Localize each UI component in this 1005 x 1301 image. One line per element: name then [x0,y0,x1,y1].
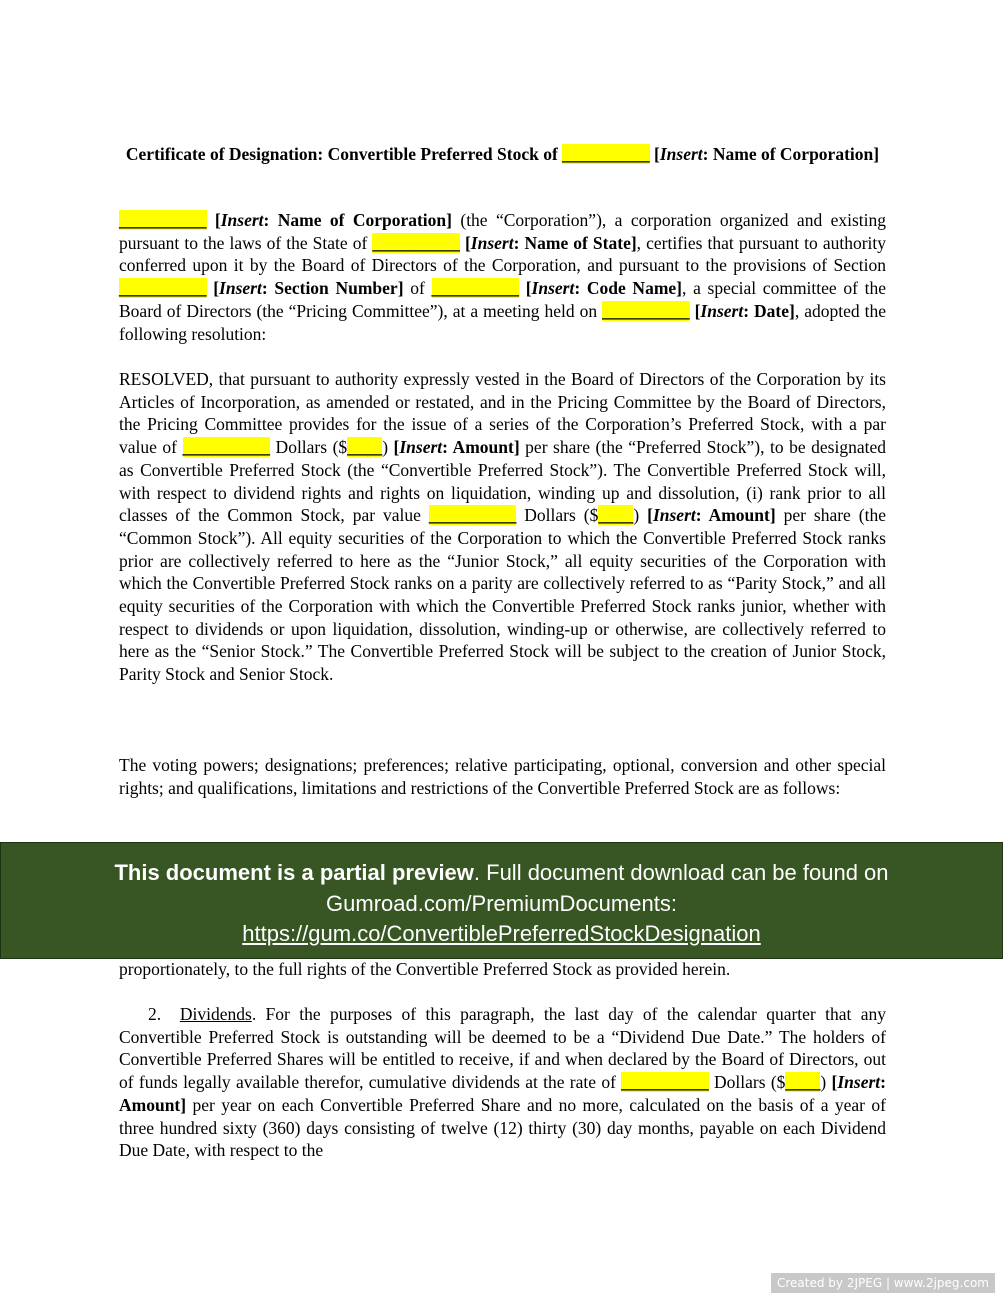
par-amount-blank: ____ [347,437,383,458]
dividend-rate-blank: __________ [621,1072,709,1093]
watermark: Created by 2JPEG | www.2jpeg.com [771,1273,995,1293]
date-blank: __________ [602,300,690,321]
dividends-paragraph: 2. Dividends. For the purposes of this paragraph, the last day of the calendar quarter that any Convertible Preferred Stock is outstanding will be deemed to be a “Dividend Due Date.” The holders of Convertible Preferred Shares will be entitled to receive, if and when declared by the Board of Directors, out of funds legally available therefor, cumulative dividends at the rate of __________ Dollars ($____) [Insert: Amount] per year on each Convertible Preferred Share and no more, calculated on the basis of a year of three hundred sixty (360) days consisting of twelve (12) thirty (30) day months, payable on each Dividend Due Date, with respect to the [119,1004,886,1161]
corporation-name-blank: __________ [562,144,650,164]
preview-banner: This document is a partial preview. Full document download can be found on Gumroad.com/PremiumDocuments: https://gum.co/ConvertiblePreferredStockDesignation [0,842,1003,959]
corporation-name-blank: __________ [119,210,207,230]
section-number-blank: __________ [119,278,207,299]
dividend-amount-blank: ____ [785,1072,821,1093]
common-par-value-blank: __________ [428,505,517,526]
dividends-heading: Dividends [179,1004,252,1024]
common-amount-blank: ____ [598,505,634,526]
voting-powers-paragraph: The voting powers; designations; preferences; relative participating, optional, conversion and other special rights; and qualifications, limitations and restrictions of the Convertible Preferred Stock are as follows: [119,755,886,798]
download-link[interactable]: https://gum.co/ConvertiblePreferredStockDesignation [242,921,761,946]
state-blank: __________ [372,232,460,253]
code-name-blank: __________ [431,278,519,299]
proportionately-paragraph: proportionately, to the full rights of the Convertible Preferred Stock as provided herein. [119,959,731,979]
intro-paragraph: __________ [Insert: Name of Corporation] (the “Corporation”), a corporation organized and existing pursuant to the laws of the State of __________ [Insert: Name of State], certifies that pursuant to authority conferred upon it by the Board of Directors of the Corporation, and pursuant to the provisions of Section __________ [Insert: Section Number] of __________ [Insert: Code Name], a special committee of the Board of Directors (the “Pricing Committee”), at a meeting held on __________ [Insert: Date], adopted the following resolution: [119,210,887,344]
document-title: Certificate of Designation: Convertible Preferred Stock of __________ [Insert: Name of Corporation] [125,144,880,164]
par-value-blank: __________ [182,437,271,458]
resolution-paragraph: RESOLVED, that pursuant to authority expressly vested in the Board of Directors of the Corporation by its Articles of Incorporation, as amended or restated, and in the Pricing Committee by the Board of Directors, the Pricing Committee provides for the issue of a series of the Corporation’s Preferred Stock, with a par value of __________ Dollars ($____) [Insert: Amount] per share (the “Preferred Stock”), to be designated as Convertible Preferred Stock (the “Convertible Preferred Stock”). The Convertible Preferred Stock will, with respect to dividend rights and rights on liquidation, winding up and dissolution, (i) rank prior to all classes of the Common Stock, par value __________ Dollars ($____) [Insert: Amount] per share (the “Common Stock”). All equity securities of the Corporation to which the Convertible Preferred Stock ranks prior are collectively referred to here as the “Junior Stock,” all equity securities of the Corporation with which the Convertible Preferred Stock ranks on a parity are collectively referred to as “Parity Stock,” and all equity securities of the Corporation with which the Convertible Preferred Stock ranks junior, whether with respect to dividends or upon liquidation, dissolution, winding-up or otherwise, are collectively referred to here as the “Senior Stock.” The Convertible Preferred Stock will be subject to the creation of Junior Stock, Parity Stock and Senior Stock. [119,369,886,685]
